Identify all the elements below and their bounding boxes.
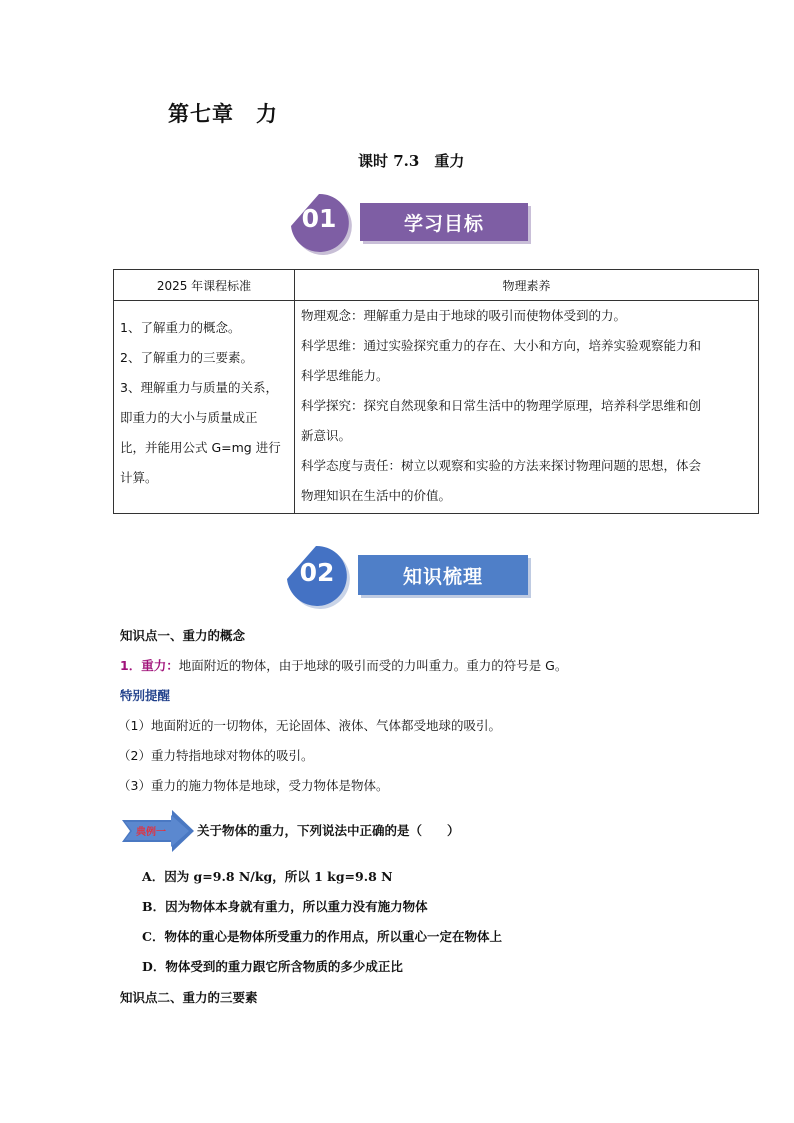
reminder-item: （3）重力的施力物体是地球，受力物体是物体。 [118, 778, 389, 793]
definition-label: 1．重力： [120, 658, 179, 673]
lesson-title: 课时 7.3 重力 [358, 152, 465, 170]
standard-item: 即重力的大小与质量成正 [120, 410, 258, 425]
knowledge-point-1-title: 知识点一、重力的概念 [120, 628, 246, 643]
table-header-row [114, 270, 759, 301]
option-d: D．物体受到的重力跟它所含物质的多少成正比 [142, 959, 403, 974]
knowledge-point-2-title: 知识点二、重力的三要素 [120, 990, 258, 1005]
literacy-item: 科学态度与责任：树立以观察和实验的方法来探讨物理问题的思想，体会 [301, 458, 702, 473]
banner-number: 02 [299, 558, 335, 587]
banner-label: 学习目标 [360, 203, 528, 241]
standard-item: 计算。 [120, 470, 158, 485]
chapter-title: 第七章 力 [168, 101, 278, 126]
reminder-item: （1）地面附近的一切物体，无论固体、液体、气体都受地球的吸引。 [118, 718, 501, 733]
option-b: B．因为物体本身就有重力，所以重力没有施力物体 [142, 899, 428, 914]
table-header-literacy: 物理素养 [295, 270, 759, 301]
literacy-item: 科学思维：通过实验探究重力的存在、大小和方向，培养实验观察能力和 [301, 338, 702, 353]
arrow-tag-icon [122, 810, 196, 852]
banner-number: 01 [301, 204, 337, 233]
gravity-definition [120, 656, 567, 674]
banner-label: 知识梳理 [358, 555, 528, 595]
curriculum-standards-table [113, 269, 759, 514]
option-c: C．物体的重心是物体所受重力的作用点，所以重心一定在物体上 [142, 929, 502, 944]
literacy-item: 新意识。 [301, 428, 352, 443]
special-reminder-title: 特别提醒 [120, 688, 171, 703]
section-banner-knowledge [284, 544, 534, 606]
option-a: A．因为 g=9.8 N/kg，所以 1 kg=9.8 N [142, 869, 393, 884]
table-row [114, 301, 759, 514]
example-tag-label: 典例一 [136, 827, 166, 838]
definition-text: 地面附近的物体，由于地球的吸引而受的力叫重力。重力的符号是 G。 [178, 658, 568, 673]
literacy-item: 科学思维能力。 [301, 368, 389, 383]
example-tag [122, 810, 196, 856]
standard-item: 1、了解重力的概念。 [120, 320, 241, 335]
literacy-item: 物理知识在生活中的价值。 [301, 488, 452, 503]
literacy-item: 科学探究：探究自然现象和日常生活中的物理学原理，培养科学思维和创 [301, 398, 702, 413]
standard-item: 3、理解重力与质量的关系， [120, 380, 278, 395]
reminder-item: （2）重力特指地球对物体的吸引。 [118, 748, 314, 763]
standards-cell [114, 301, 295, 514]
standard-item: 2、了解重力的三要素。 [120, 350, 253, 365]
literacy-cell [295, 301, 759, 514]
literacy-item: 物理观念：理解重力是由于地球的吸引而使物体受到的力。 [301, 308, 627, 323]
section-banner-goals [288, 192, 533, 254]
example-question: 关于物体的重力，下列说法中正确的是（ ） [197, 823, 460, 838]
table-header-standard: 2025 年课程标准 [114, 270, 295, 301]
standard-item: 比，并能用公式 G=mg 进行 [120, 440, 281, 455]
